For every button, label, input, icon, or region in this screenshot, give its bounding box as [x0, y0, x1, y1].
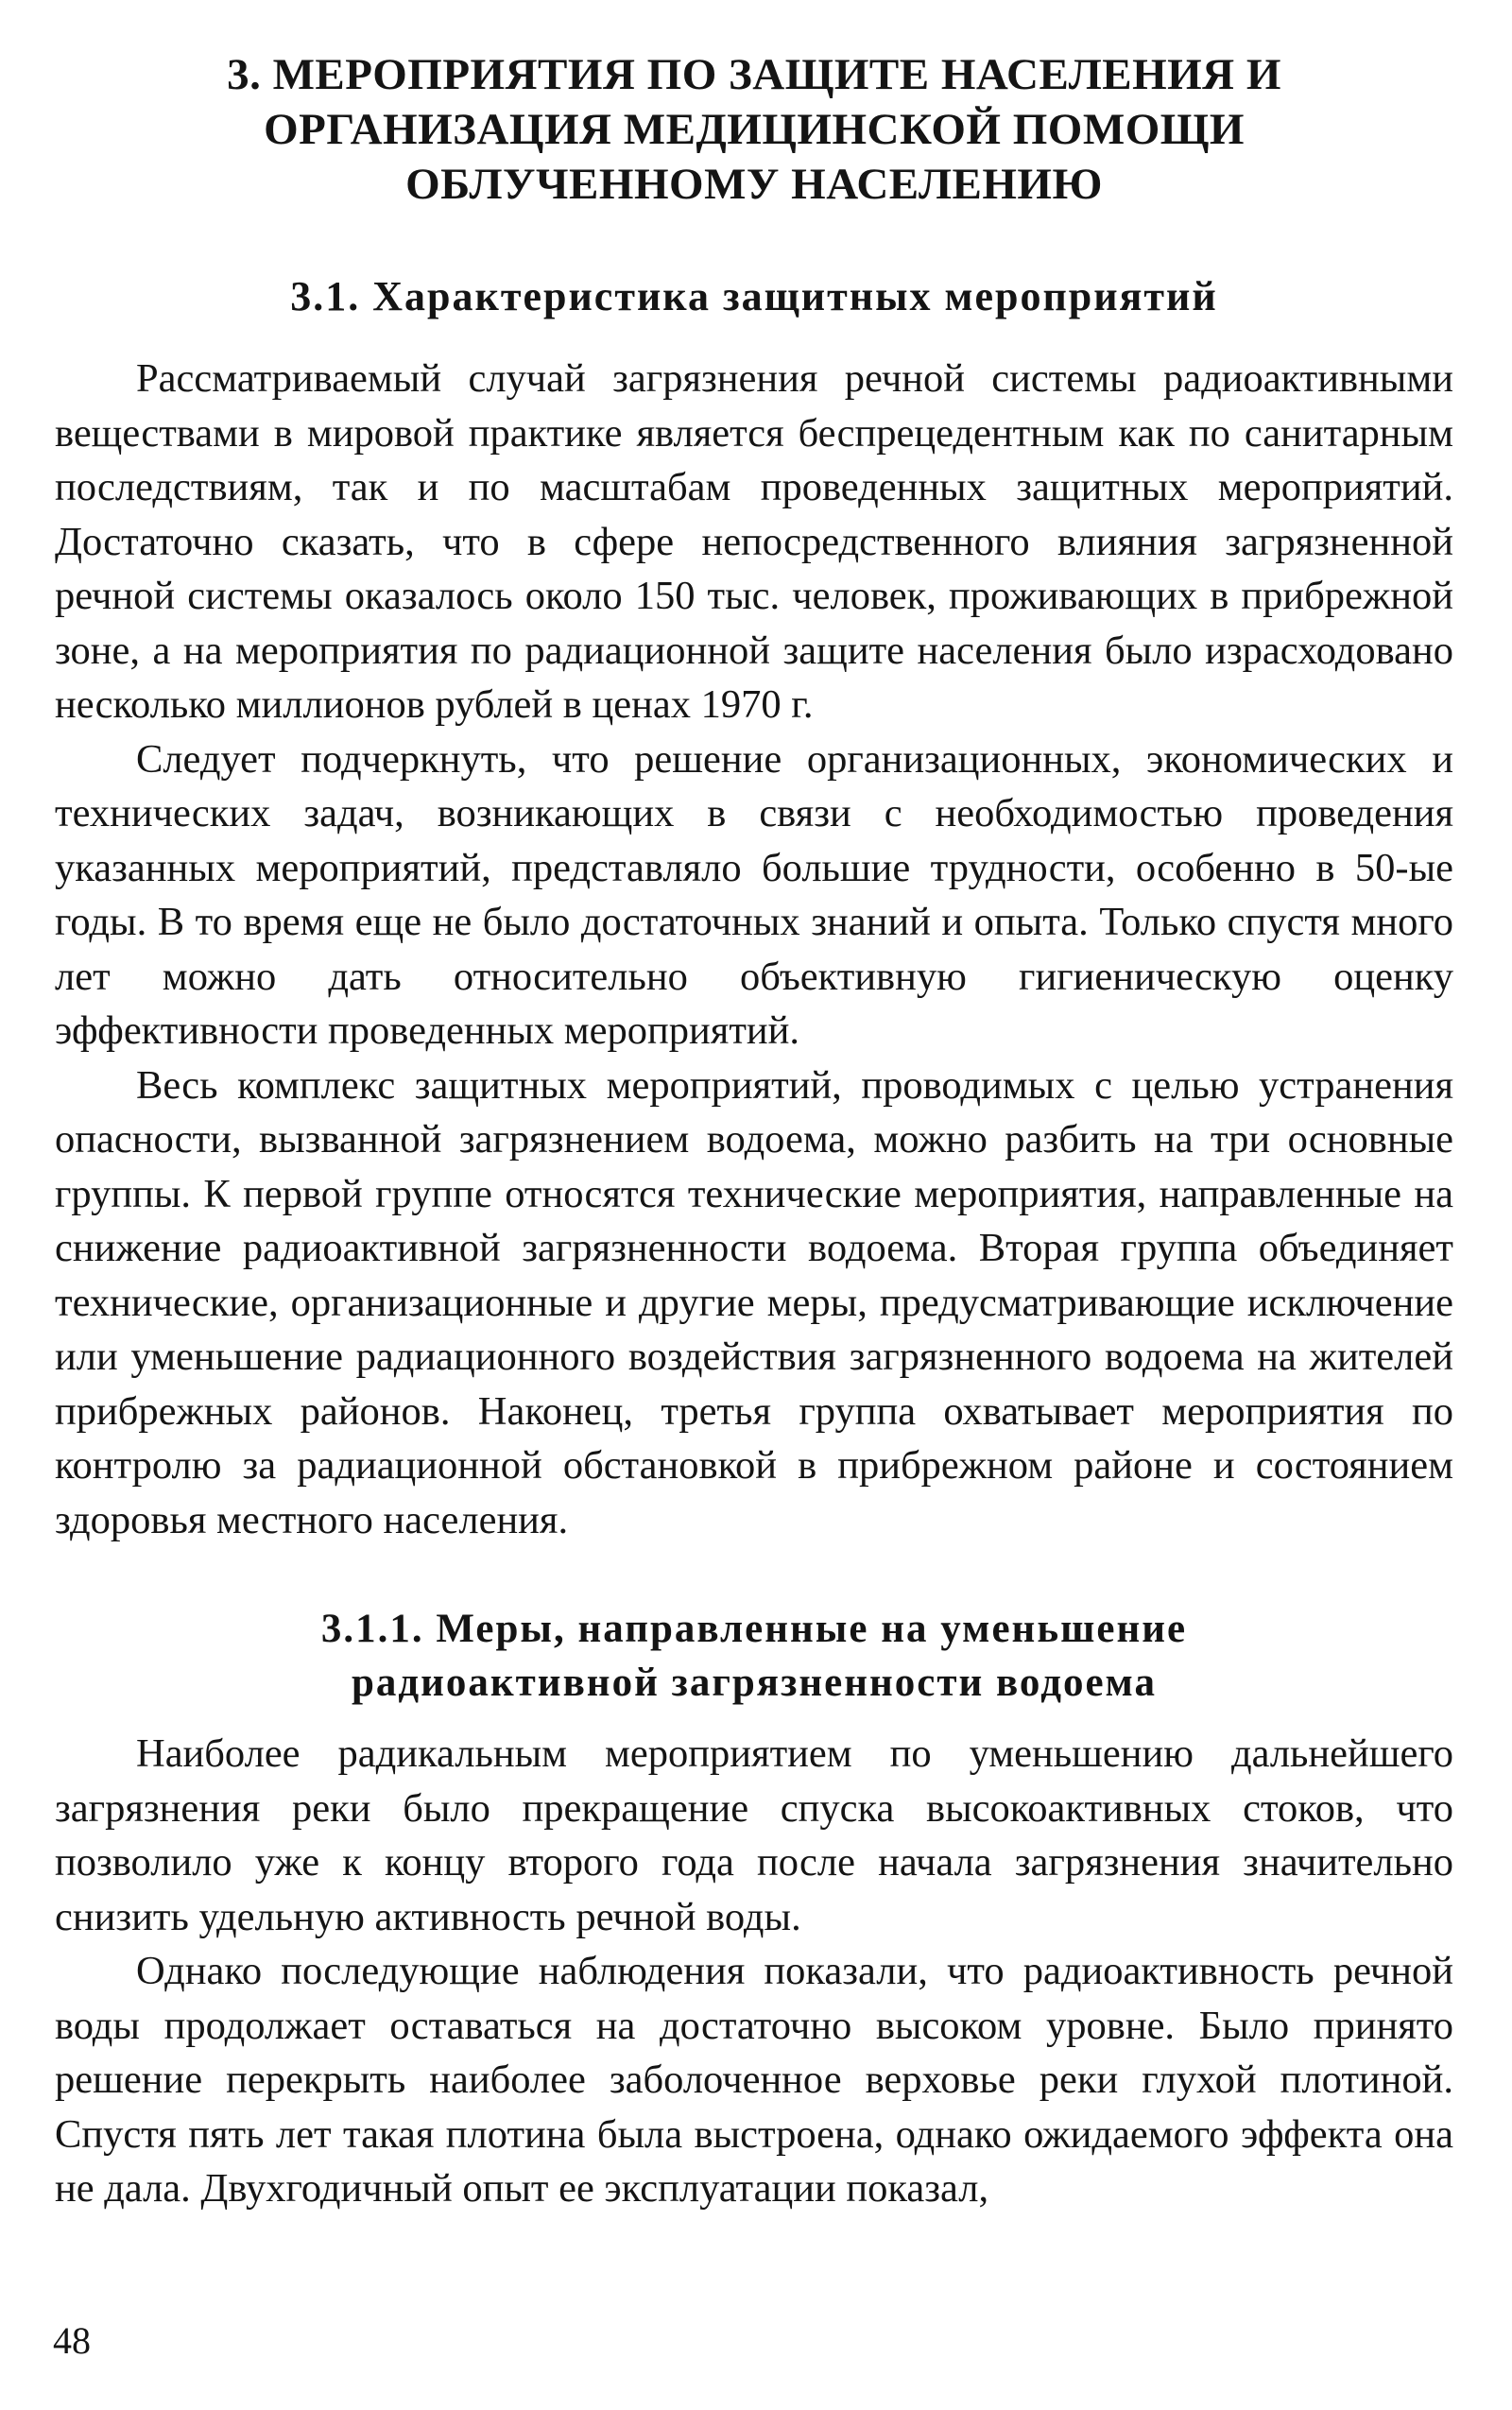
- chapter-title-line-1: 3. МЕРОПРИЯТИЯ ПО ЗАЩИТЕ НАСЕЛЕНИЯ И: [227, 50, 1281, 99]
- section-3-1-1-title-line-2: радиоактивной загрязненности водоема: [351, 1661, 1158, 1705]
- paragraph: Рассматриваемый случай загрязнения речной системы радиоактивными веществами в мировой практике является беспрецедентным как по санитарным последствиям, так и по масштабам проведенных защитных мероприятий. Достаточно сказать, что в сфере непосредственного влияния загрязненной речной системы оказалось около 150 тыс. человек, проживающих в прибрежной зоне, а на мероприятия по радиационной защите населения было израсходовано несколько миллионов рублей в ценах 1970 г.: [55, 356, 1453, 727]
- paragraph: Весь комплекс защитных мероприятий, проводимых с целью устранения опасности, вызванной загрязнением водоема, можно разбить на три основные группы. К первой группе относятся технические мероприятия, направленные на снижение радиоактивной загрязненности водоема. Вторая группа объединяет технические, организационные и другие меры, предусматривающие исключение или уменьшение радиационного воздействия загрязненного водоема на жителей прибрежных районов. Наконец, третья группа охватывает мероприятия по контролю за радиационной обстановкой в прибрежном районе и состоянием здоровья местного населения.: [55, 1062, 1453, 1542]
- paragraph: Наиболее радикальным мероприятием по уменьшению дальнейшего загрязнения реки было прекращение спуска высокоактивных стоков, что позволило уже к концу второго года после начала загрязнения значительно снизить удельную активность речной воды.: [55, 1731, 1453, 1939]
- chapter-title: [55, 47, 1453, 212]
- document-page: [55, 47, 1453, 2216]
- paragraph: Однако последующие наблюдения показали, что радиоактивность речной воды продолжает оставаться на достаточно высоком уровне. Было принято решение перекрыть наиболее заболоченное верховье реки глухой плотиной. Спустя пять лет такая плотина была выстроена, однако ожидаемого эффекта она не дала. Двухгодичный опыт ее эксплуатации показал,: [55, 1949, 1453, 2211]
- section-3-1-title: 3.1. Характеристика защитных мероприятий: [290, 273, 1218, 319]
- paragraph: Следует подчеркнуть, что решение организационных, экономических и технических задач, возникающих в связи с необходимостью проведения указанных мероприятий, представляло большие трудности, особенно в 50-ые годы. В то время еще не было достаточных знаний и опыта. Только спустя много лет можно дать относительно объективную гигиеническую оценку эффективности проведенных мероприятий.: [55, 736, 1453, 1053]
- chapter-title-line-2: ОРГАНИЗАЦИЯ МЕДИЦИНСКОЙ ПОМОЩИ: [264, 105, 1245, 154]
- section-3-1-1-title: [55, 1602, 1453, 1710]
- section-3-1-1-title-line-1: 3.1.1. Меры, направленные на уменьшение: [320, 1607, 1188, 1651]
- page-number: 48: [53, 2319, 91, 2362]
- chapter-title-line-3: ОБЛУЧЕННОМУ НАСЕЛЕНИЮ: [405, 160, 1103, 209]
